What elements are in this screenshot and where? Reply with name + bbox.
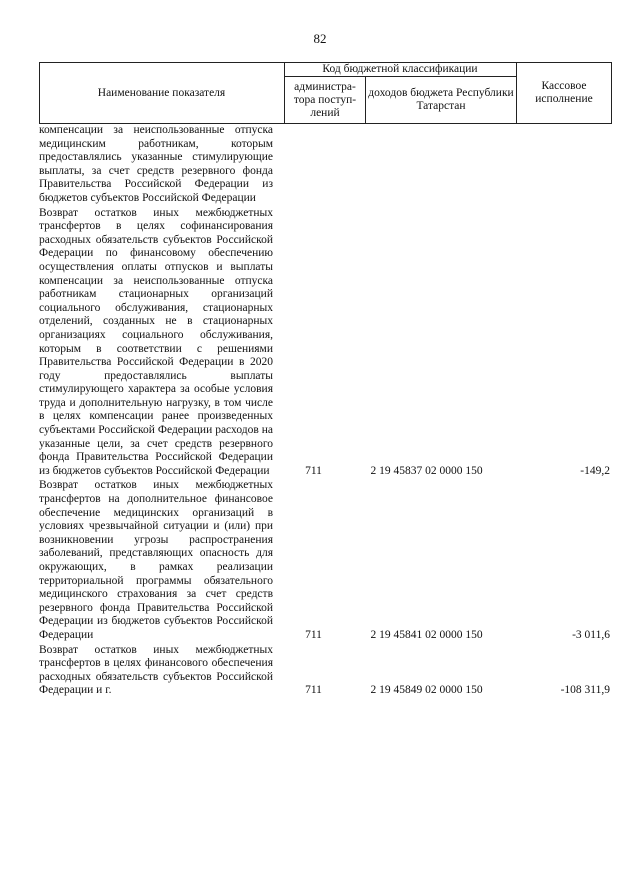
- table-body: [39, 124, 612, 698]
- table-header: [39, 62, 612, 124]
- header-name: Наименование показателя: [97, 86, 226, 99]
- table-row: [39, 479, 612, 642]
- budget-table: [39, 62, 612, 697]
- header-admin: администра-тора поступ-лений: [293, 80, 357, 119]
- row-name: Возврат остатков иных межбюджетных трансфертов на дополнительное финансовое обеспечение медицинских организаций в условиях чрезвычайной ситуации и (или) при возникновении угрозы распространения заболеваний, представляющих опасность для окружающих, в рамках реализации территориальной программы обязательного медицинского страхования за счет средств резервного фонда Правительства Российской Федерации из бюджетов субъектов Российской Федерации: [39, 479, 273, 641]
- row-admin-code: 711: [305, 628, 322, 641]
- row-admin-code: 711: [305, 464, 322, 477]
- row-income-code: 2 19 45837 02 0000 150: [370, 464, 483, 477]
- row-admin-code: 711: [305, 684, 322, 697]
- row-execution: -149,2: [580, 464, 610, 477]
- row-income-code: 2 19 45849 02 0000 150: [370, 684, 483, 697]
- row-name: Возврат остатков иных межбюджетных трансфертов в целях софинансирования расходных обязательств субъектов Российской Федерации по финансовому обеспечению осуществления оплаты отпусков и выплаты компенсации за неиспользованные отпуска работникам стационарных организаций социального обслуживания, стационарных отделений, созданных не в стационарных организациях социального обслуживания, которым в соответствии с решениями Правительства Российской Федерации в 2020 году предоставлялись выплаты стимулирующего характера за особые условия труда и дополнительную нагрузку, в том числе в целях компенсации ранее произведенных субъектами Российской Федерации расходов на указанные цели, за счет средств резервного фонда Правительства Российской Федерации из бюджетов субъектов Российской Федерации: [39, 206, 273, 477]
- row-execution: -3 011,6: [572, 628, 610, 641]
- table-row: [39, 644, 612, 698]
- row-name: Возврат остатков иных межбюджетных трансфертов в целях финансового обеспечения расходных обязательств субъектов Российской Федерации и г.: [39, 643, 273, 697]
- header-code-group: Код бюджетной классификации: [322, 62, 478, 75]
- header-income: доходов бюджета Республики Татарстан: [368, 87, 514, 112]
- header-execution: Кассовое исполнение: [535, 80, 593, 105]
- row-execution: -108 311,9: [560, 684, 610, 697]
- row-name: компенсации за неиспользованные отпуска медицинским работникам, которым предоставлялись указанные стимулирующие выплаты, за счет средств резервного фонда Правительства Российской Федерации из бюджетов субъектов Российской Федерации: [39, 124, 273, 204]
- header-right-border: [611, 62, 612, 124]
- page-number: 82: [313, 31, 327, 46]
- row-income-code: 2 19 45841 02 0000 150: [370, 628, 483, 641]
- table-row: [39, 124, 612, 206]
- table-row: [39, 207, 612, 479]
